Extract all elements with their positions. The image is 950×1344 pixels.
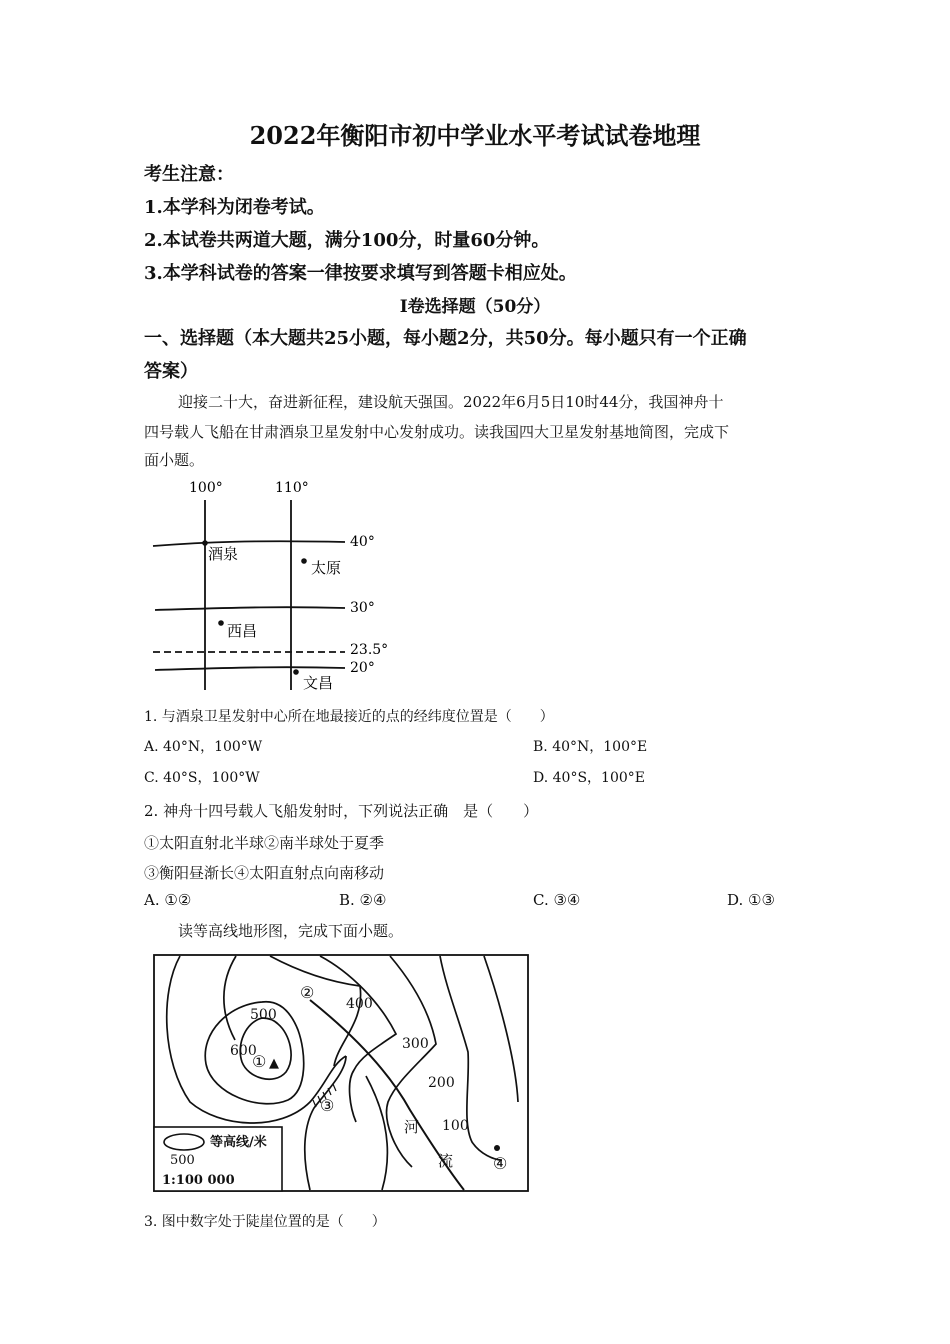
- q1-option-d[interactable]: D. 40°S，100°E: [533, 770, 645, 786]
- q2-option-c[interactable]: C. ③④: [533, 891, 581, 909]
- section-heading-line1: 一、选择题（本大题共25小题，每小题2分，共50分。每小题只有一个正确: [144, 328, 747, 349]
- legend-label: 等高线/米: [210, 1135, 267, 1150]
- lat-label-20: 20°: [350, 660, 375, 676]
- contour-label-200: 200: [428, 1075, 455, 1091]
- point-1: ①: [252, 1052, 267, 1071]
- place-wenchang: 文昌: [303, 674, 334, 692]
- xichang-dot: [218, 620, 224, 626]
- summit-icon: ▲: [269, 1056, 279, 1071]
- passage1-line1: 迎接二十大，奋进新征程，建设航天强国。2022年6月5日10时44分，我国神舟十: [178, 393, 724, 411]
- jiuquan-dot: [202, 540, 208, 546]
- q2-option-b[interactable]: B. ②④: [339, 891, 387, 909]
- q2-stem: 2. 神舟十四号载人飞船发射时，下列说法正确 是（ ）: [144, 802, 539, 820]
- q1-option-c[interactable]: C. 40°S，100°W: [144, 770, 260, 786]
- wenchang-dot: [293, 669, 299, 675]
- section-heading-line2: 答案）: [144, 361, 198, 382]
- taiyuan-dot: [301, 558, 307, 564]
- q2-statement-line1: ①太阳直射北半球②南半球处于夏季: [144, 834, 385, 852]
- place-taiyuan: 太原: [311, 559, 342, 577]
- lat-label-23-5: 23.5°: [350, 642, 389, 658]
- place-xichang: 西昌: [227, 622, 258, 640]
- place-jiuquan: 酒泉: [208, 545, 239, 563]
- q2-option-d[interactable]: D. ①③: [727, 891, 775, 909]
- contour-label-500: 500: [250, 1007, 277, 1023]
- notice-item-1: 1.本学科为闭卷考试。: [144, 197, 325, 218]
- contour-label-600: 600: [230, 1043, 257, 1059]
- point-3: ③: [320, 1096, 335, 1115]
- legend-value: 500: [170, 1153, 195, 1168]
- lon-label-110: 110°: [275, 480, 309, 496]
- passage1-line3: 面小题。: [144, 451, 205, 469]
- river-label-liu: 流: [438, 1152, 454, 1170]
- point-4-dot: [494, 1145, 500, 1151]
- q1-option-b[interactable]: B. 40°N，100°E: [533, 739, 648, 755]
- q2-statement-line2: ③衡阳昼渐长④太阳直射点向南移动: [144, 864, 385, 882]
- map-scale: 1:100 000: [162, 1173, 235, 1188]
- contour-label-100: 100: [442, 1118, 469, 1134]
- lon-label-100: 100°: [189, 480, 223, 496]
- point-2: ②: [300, 983, 315, 1002]
- lat-label-30: 30°: [350, 600, 375, 616]
- lat-label-40: 40°: [350, 534, 375, 550]
- launch-base-map: [145, 472, 395, 694]
- passage1-line2: 四号载人飞船在甘肃酒泉卫星发射中心发射成功。读我国四大卫星发射基地简图，完成下: [144, 423, 730, 441]
- passage2: 读等高线地形图，完成下面小题。: [178, 922, 404, 940]
- notice-item-2: 2.本试卷共两道大题，满分100分，时量60分钟。: [144, 230, 550, 251]
- q2-option-a[interactable]: A. ①②: [144, 891, 192, 909]
- q1-stem: 1. 与酒泉卫星发射中心所在地最接近的点的经纬度位置是（ ）: [144, 709, 554, 725]
- contour-map: [150, 952, 535, 1197]
- contour-label-300: 300: [402, 1036, 429, 1052]
- notice-heading: 考生注意：: [144, 164, 234, 185]
- section-title: Ⅰ卷选择题（50分）: [399, 297, 551, 317]
- contour-label-400: 400: [346, 996, 373, 1012]
- point-4: ④: [493, 1154, 508, 1173]
- river-label-he: 河: [404, 1118, 420, 1136]
- notice-item-3: 3.本学科试卷的答案一律按要求填写到答题卡相应处。: [144, 263, 577, 284]
- page-title: 2022年衡阳市初中学业水平考试试卷地理: [249, 121, 701, 150]
- q1-option-a[interactable]: A. 40°N，100°W: [144, 739, 263, 755]
- q3-stem: 3. 图中数字处于陡崖位置的是（ ）: [144, 1214, 386, 1230]
